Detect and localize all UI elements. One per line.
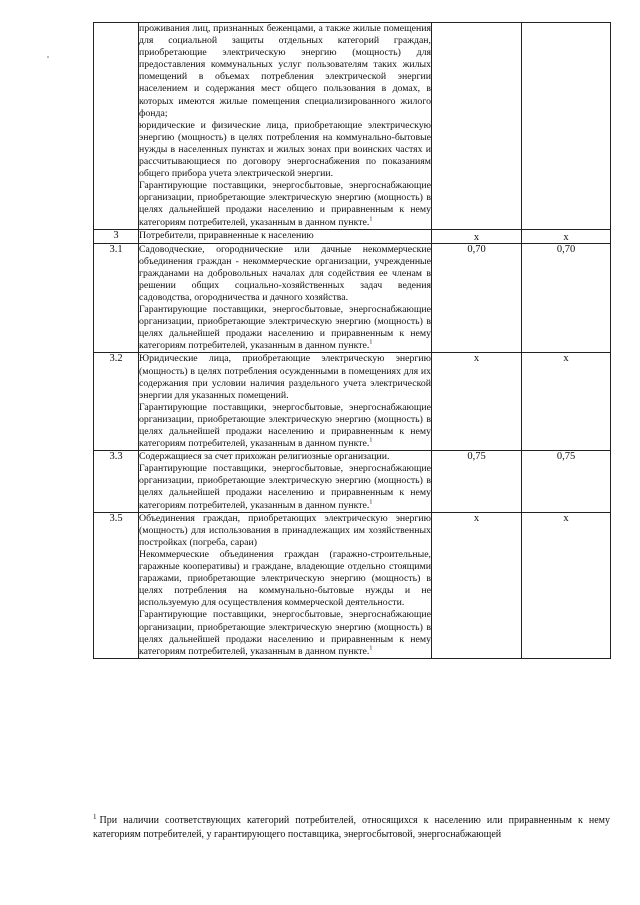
row-value-2: 0,70 bbox=[522, 243, 611, 353]
row-value-2: x bbox=[522, 229, 611, 243]
footnote bbox=[93, 814, 610, 841]
row-paragraph: юридические и физические лица, приобретающие электрическую энергию (мощность) в целях потребления на коммунально-бытовые нужды в населенных пунктах и жилых зонах при воинских частях и рассчитывающиеся по договору энергоснабжения по показаниям общего прибора учета электрической энергии. bbox=[139, 119, 431, 180]
row-number bbox=[94, 23, 139, 230]
row-description bbox=[139, 229, 432, 243]
row-value-1: x bbox=[432, 229, 522, 243]
footnote-mark: 1 bbox=[93, 812, 97, 821]
row-paragraph: Гарантирующие поставщики, энергосбытовые, энергоснабжающие организации, приобретающие электрическую энергию (мощность) в целях дальнейшей продажи населению и приравненным к нему категориям потребителей, указанным в данном пункте.$^1$ bbox=[139, 401, 431, 450]
row-number: 3.1 bbox=[94, 243, 139, 353]
row-description bbox=[139, 243, 432, 353]
footnote-ref: 1 bbox=[369, 437, 373, 444]
row-number: 3.5 bbox=[94, 512, 139, 658]
row-value-1: 0,70 bbox=[432, 243, 522, 353]
row-paragraph: Гарантирующие поставщики, энергосбытовые, энергоснабжающие организации, приобретающие электрическую энергию (мощность) в целях дальнейшей продажи населению и приравненным к нему категориям потребителей, указанным в данном пункте.$^1$ bbox=[139, 609, 431, 657]
row-value-2 bbox=[522, 23, 611, 230]
table-row-3 bbox=[94, 229, 611, 243]
table-row-3-2 bbox=[94, 353, 611, 451]
row-number: 3.2 bbox=[94, 353, 139, 451]
row-description bbox=[139, 23, 432, 230]
row-paragraph: Садоводческие, огороднические или дачные некоммерческие объединения граждан - некоммерческие организации, учрежденные гражданами на добровольных началах для содействия ее членам в решении общих социально-хозяйственных задач ведения садоводства, огородничества и дачного хозяйства. bbox=[139, 243, 431, 303]
row-value-2: x bbox=[522, 353, 611, 451]
row-paragraph: Гарантирующие поставщики, энергосбытовые, энергоснабжающие организации, приобретающие электрическую энергию (мощность) в целях дальнейшей продажи населению и приравненным к нему категориям потребителей, указанным в данном пункте.$^1$ bbox=[139, 304, 431, 352]
row-value-1 bbox=[432, 23, 522, 230]
row-number: 3.3 bbox=[94, 451, 139, 512]
row-title: Потребители, приравненные к населению bbox=[139, 229, 314, 241]
row-value-1: x bbox=[432, 512, 522, 658]
row-value-2: x bbox=[522, 512, 611, 658]
row-paragraph: Некоммерческие объединения граждан (гаражно-строительные, гаражные кооперативы) и граждане, владеющие отдельно стоящими гаражами, приобретающие электрическую энергию (мощность) в целях потребления на коммунально-бытовые нужды и не используемую для осуществления коммерческой деятельности. bbox=[139, 548, 431, 609]
row-paragraph: Юридические лица, приобретающие электрическую энергию (мощность) в целях потребления осужденными в помещениях для их содержания при условии наличия раздельного учета электрической энергии для указанных помещений. bbox=[139, 353, 431, 401]
row-value-2: 0,75 bbox=[522, 451, 611, 512]
row-description bbox=[139, 512, 432, 658]
tariff-table bbox=[93, 22, 611, 659]
row-description bbox=[139, 353, 432, 451]
table-row-3-1 bbox=[94, 243, 611, 353]
footnote-ref: 1 bbox=[369, 340, 373, 347]
table-row-3-5 bbox=[94, 512, 611, 658]
footnote-ref: 1 bbox=[369, 645, 373, 652]
table-row-top-continuation bbox=[94, 23, 611, 230]
table-row-3-3 bbox=[94, 451, 611, 512]
footnote-ref: 1 bbox=[369, 216, 373, 223]
row-number: 3 bbox=[94, 229, 139, 243]
scan-speck bbox=[47, 56, 49, 58]
footnote-text: При наличии соответствующих категорий потребителей, относящихся к населению или приравненным к нему категориям потребителей, у гарантирующего поставщика, энергосбытовой, энергоснабжающей bbox=[93, 815, 610, 840]
row-value-1: x bbox=[432, 353, 522, 451]
row-paragraph: Содержащиеся за счет прихожан религиозные организации. bbox=[139, 451, 390, 463]
footnote-ref: 1 bbox=[369, 499, 373, 506]
row-description bbox=[139, 451, 432, 512]
row-paragraph: Гарантирующие поставщики, энергосбытовые, энергоснабжающие организации, приобретающие электрическую энергию (мощность) в целях дальнейшей продажи населению и приравненным к нему категориям потребителей, указанным в данном пункте.$^1$ bbox=[139, 463, 431, 511]
row-paragraph: Объединения граждан, приобретающих электрическую энергию (мощность) для использования в принадлежащих им хозяйственных постройках (погреба, сараи) bbox=[139, 512, 431, 548]
row-value-1: 0,75 bbox=[432, 451, 522, 512]
row-paragraph: проживания лиц, признанных беженцами, а также жилые помещения для социальной защиты отдельных категорий граждан, приобретающие электрическую энергию (мощность) для предоставления коммунальных услуг пользователям таких жилых помещений в объемах потребления электрической энергии населением и содержания мест общего пользования в домах, в которых имеются жилые помещения специализированного жилого фонда; bbox=[139, 23, 431, 119]
row-paragraph: Гарантирующие поставщики, энергосбытовые, энергоснабжающие организации, приобретающие электрическую энергию (мощность) в целях дальнейшей продажи населению и приравненным к нему категориям потребителей, указанным в данном пункте.$^1$ bbox=[139, 180, 431, 228]
